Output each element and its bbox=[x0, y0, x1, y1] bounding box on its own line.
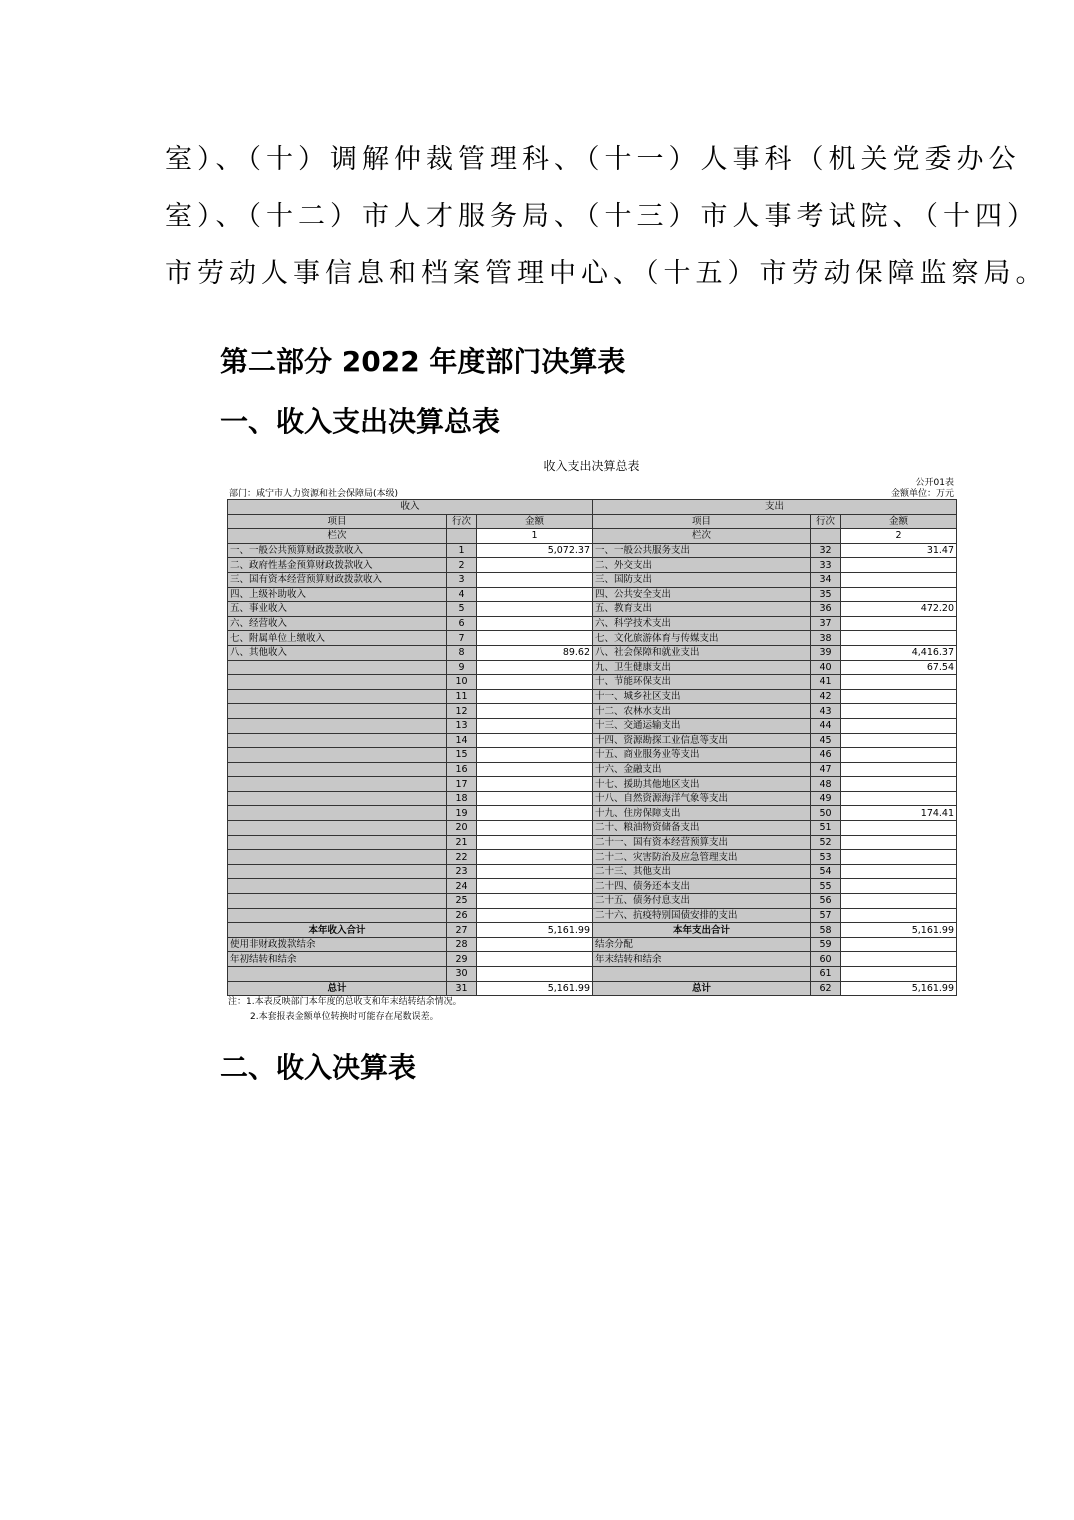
table-row bbox=[228, 908, 957, 923]
expense-amount bbox=[841, 908, 957, 923]
expense-amount: 67.54 bbox=[841, 660, 957, 675]
col-item: 项目 bbox=[228, 514, 447, 529]
expense-item: 二十、粮油物资储备支出 bbox=[593, 821, 811, 836]
expense-amount bbox=[841, 952, 957, 967]
income-line-no: 10 bbox=[447, 675, 477, 690]
col-label: 栏次 bbox=[593, 529, 811, 544]
table-row bbox=[228, 587, 957, 602]
income-line-no: 13 bbox=[447, 718, 477, 733]
table-row bbox=[228, 879, 957, 894]
note-2: 2.本套报表金额单位转换时可能存在尾数误差。 bbox=[250, 1012, 439, 1022]
expense-item: 五、教育支出 bbox=[593, 602, 811, 617]
expense-item: 二十二、灾害防治及应急管理支出 bbox=[593, 850, 811, 865]
income-amount bbox=[477, 748, 593, 763]
intro-line-2: 室）、（十二）市人才服务局、（十三）市人事考试院、（十四） bbox=[165, 201, 1039, 232]
income-item bbox=[228, 967, 447, 982]
income-line-no: 18 bbox=[447, 791, 477, 806]
year-expense-total-no: 58 bbox=[811, 923, 841, 938]
income-item bbox=[228, 791, 447, 806]
income-line-no: 11 bbox=[447, 689, 477, 704]
table-row bbox=[228, 967, 957, 982]
income-amount bbox=[477, 762, 593, 777]
col-line-blank bbox=[447, 529, 477, 544]
year-income-total-amount: 5,161.99 bbox=[477, 923, 593, 938]
expense-line-no: 34 bbox=[811, 572, 841, 587]
income-line-no: 1 bbox=[447, 543, 477, 558]
income-item: 五、事业收入 bbox=[228, 602, 447, 617]
expense-amount bbox=[841, 864, 957, 879]
expense-item: 十六、金融支出 bbox=[593, 762, 811, 777]
expense-item: 二十六、抗疫特别国债安排的支出 bbox=[593, 908, 811, 923]
expense-line-no: 46 bbox=[811, 748, 841, 763]
income-amount bbox=[477, 733, 593, 748]
expense-item: 二十三、其他支出 bbox=[593, 864, 811, 879]
expense-line-no: 35 bbox=[811, 587, 841, 602]
col-amount: 金额 bbox=[841, 514, 957, 529]
income-line-no: 2 bbox=[447, 558, 477, 573]
table-row bbox=[228, 937, 957, 952]
expense-line-no: 44 bbox=[811, 718, 841, 733]
expense-amount bbox=[841, 894, 957, 909]
income-amount bbox=[477, 952, 593, 967]
income-amount bbox=[477, 850, 593, 865]
income-expense-table bbox=[227, 499, 957, 996]
table-row bbox=[228, 631, 957, 646]
income-line-no: 30 bbox=[447, 967, 477, 982]
income-amount bbox=[477, 835, 593, 850]
expense-item: 二十四、债务还本支出 bbox=[593, 879, 811, 894]
year-expense-total-label: 本年支出合计 bbox=[593, 923, 811, 938]
income-line-no: 29 bbox=[447, 952, 477, 967]
expense-line-no: 41 bbox=[811, 675, 841, 690]
expense-amount bbox=[841, 835, 957, 850]
income-line-no: 6 bbox=[447, 616, 477, 631]
income-item bbox=[228, 777, 447, 792]
expense-amount bbox=[841, 967, 957, 982]
table-row bbox=[228, 689, 957, 704]
income-amount bbox=[477, 879, 593, 894]
income-amount bbox=[477, 718, 593, 733]
income-amount: 5,072.37 bbox=[477, 543, 593, 558]
income-amount bbox=[477, 908, 593, 923]
income-line-no: 28 bbox=[447, 937, 477, 952]
expense-amount bbox=[841, 631, 957, 646]
income-amount bbox=[477, 602, 593, 617]
intro-line-1: 室）、（十）调解仲裁管理科、（十一）人事科（机关党委办公 bbox=[165, 144, 1021, 175]
table-header-row bbox=[228, 500, 957, 515]
income-line-no: 24 bbox=[447, 879, 477, 894]
income-amount bbox=[477, 864, 593, 879]
expense-item: 六、科学技术支出 bbox=[593, 616, 811, 631]
income-item bbox=[228, 864, 447, 879]
table-row bbox=[228, 572, 957, 587]
column-number-row bbox=[228, 529, 957, 544]
col-line: 行次 bbox=[811, 514, 841, 529]
expense-amount bbox=[841, 733, 957, 748]
col-label: 栏次 bbox=[228, 529, 447, 544]
expense-amount bbox=[841, 718, 957, 733]
expense-amount bbox=[841, 558, 957, 573]
table-row bbox=[228, 835, 957, 850]
income-line-no: 15 bbox=[447, 748, 477, 763]
expense-amount: 472.20 bbox=[841, 602, 957, 617]
income-line-no: 5 bbox=[447, 602, 477, 617]
table-code: 公开01表 bbox=[915, 478, 954, 488]
income-item bbox=[228, 718, 447, 733]
income-amount bbox=[477, 967, 593, 982]
income-line-no: 26 bbox=[447, 908, 477, 923]
expense-line-no: 59 bbox=[811, 937, 841, 952]
expense-item: 二十一、国有资本经营预算支出 bbox=[593, 835, 811, 850]
expense-line-no: 50 bbox=[811, 806, 841, 821]
year-income-total-label: 本年收入合计 bbox=[228, 923, 447, 938]
col-num-1: 1 bbox=[477, 529, 593, 544]
expense-item: 年末结转和结余 bbox=[593, 952, 811, 967]
expense-item: 一、一般公共服务支出 bbox=[593, 543, 811, 558]
income-item bbox=[228, 762, 447, 777]
income-amount bbox=[477, 689, 593, 704]
expense-amount bbox=[841, 777, 957, 792]
expense-item: 十一、城乡社区支出 bbox=[593, 689, 811, 704]
table-row bbox=[228, 660, 957, 675]
expense-line-no: 43 bbox=[811, 704, 841, 719]
income-amount bbox=[477, 558, 593, 573]
income-item bbox=[228, 675, 447, 690]
income-amount: 89.62 bbox=[477, 645, 593, 660]
income-line-no: 17 bbox=[447, 777, 477, 792]
expense-item: 三、国防支出 bbox=[593, 572, 811, 587]
table-title: 收入支出决算总表 bbox=[543, 459, 640, 473]
expense-item: 八、社会保障和就业支出 bbox=[593, 645, 811, 660]
income-item bbox=[228, 835, 447, 850]
expense-line-no: 49 bbox=[811, 791, 841, 806]
expense-item: 结余分配 bbox=[593, 937, 811, 952]
income-item: 使用非财政拨款结余 bbox=[228, 937, 447, 952]
section1-heading: 一、收入支出决算总表 bbox=[220, 405, 501, 438]
income-item bbox=[228, 821, 447, 836]
expense-line-no: 55 bbox=[811, 879, 841, 894]
expense-line-no: 54 bbox=[811, 864, 841, 879]
intro-line-3: 市劳动人事信息和档案管理中心、（十五）市劳动保障监察局。 bbox=[165, 258, 1048, 289]
income-line-no: 25 bbox=[447, 894, 477, 909]
income-item bbox=[228, 879, 447, 894]
income-amount bbox=[477, 587, 593, 602]
expense-amount bbox=[841, 937, 957, 952]
expense-amount bbox=[841, 821, 957, 836]
col-line: 行次 bbox=[447, 514, 477, 529]
expense-amount bbox=[841, 572, 957, 587]
income-line-no: 8 bbox=[447, 645, 477, 660]
income-line-no: 20 bbox=[447, 821, 477, 836]
expense-line-no: 51 bbox=[811, 821, 841, 836]
income-item: 一、一般公共预算财政拨款收入 bbox=[228, 543, 447, 558]
expense-line-no: 45 bbox=[811, 733, 841, 748]
income-item bbox=[228, 894, 447, 909]
table-row bbox=[228, 806, 957, 821]
expense-item: 十、节能环保支出 bbox=[593, 675, 811, 690]
income-line-no: 22 bbox=[447, 850, 477, 865]
year-income-total-no: 27 bbox=[447, 923, 477, 938]
income-amount bbox=[477, 894, 593, 909]
expense-amount bbox=[841, 689, 957, 704]
table-row bbox=[228, 645, 957, 660]
expense-amount: 174.41 bbox=[841, 806, 957, 821]
grand-income-total-no: 31 bbox=[447, 981, 477, 996]
expense-line-no: 38 bbox=[811, 631, 841, 646]
expense-line-no: 37 bbox=[811, 616, 841, 631]
income-line-no: 21 bbox=[447, 835, 477, 850]
expense-amount bbox=[841, 748, 957, 763]
table-row bbox=[228, 733, 957, 748]
income-item bbox=[228, 806, 447, 821]
expense-amount bbox=[841, 587, 957, 602]
income-amount bbox=[477, 791, 593, 806]
grand-income-total-amount: 5,161.99 bbox=[477, 981, 593, 996]
table-row bbox=[228, 675, 957, 690]
unit-label: 金额单位：万元 bbox=[890, 489, 954, 499]
income-amount bbox=[477, 937, 593, 952]
expense-item: 十四、资源勘探工业信息等支出 bbox=[593, 733, 811, 748]
income-amount bbox=[477, 821, 593, 836]
expense-amount bbox=[841, 791, 957, 806]
income-item bbox=[228, 908, 447, 923]
table-row bbox=[228, 602, 957, 617]
year-total-row bbox=[228, 923, 957, 938]
income-item: 八、其他收入 bbox=[228, 645, 447, 660]
col-item: 项目 bbox=[593, 514, 811, 529]
note-1: 注：1.本表反映部门本年度的总收支和年末结转结余情况。 bbox=[228, 997, 462, 1007]
expense-line-no: 32 bbox=[811, 543, 841, 558]
table-row bbox=[228, 762, 957, 777]
table-row bbox=[228, 952, 957, 967]
department-label: 部门：咸宁市人力资源和社会保障局(本级) bbox=[229, 489, 399, 499]
income-line-no: 4 bbox=[447, 587, 477, 602]
income-line-no: 3 bbox=[447, 572, 477, 587]
income-amount bbox=[477, 777, 593, 792]
income-item bbox=[228, 660, 447, 675]
income-line-no: 19 bbox=[447, 806, 477, 821]
expense-amount bbox=[841, 704, 957, 719]
income-line-no: 14 bbox=[447, 733, 477, 748]
expense-line-no: 53 bbox=[811, 850, 841, 865]
income-item bbox=[228, 748, 447, 763]
table-row bbox=[228, 616, 957, 631]
table-row bbox=[228, 543, 957, 558]
col-num-2: 2 bbox=[841, 529, 957, 544]
year-expense-total-amount: 5,161.99 bbox=[841, 923, 957, 938]
expense-item: 十二、农林水支出 bbox=[593, 704, 811, 719]
income-line-no: 16 bbox=[447, 762, 477, 777]
income-amount bbox=[477, 616, 593, 631]
expense-line-no: 48 bbox=[811, 777, 841, 792]
expense-item: 七、文化旅游体育与传媒支出 bbox=[593, 631, 811, 646]
income-line-no: 12 bbox=[447, 704, 477, 719]
expense-header: 支出 bbox=[593, 500, 957, 515]
expense-line-no: 52 bbox=[811, 835, 841, 850]
income-amount bbox=[477, 704, 593, 719]
table-row bbox=[228, 791, 957, 806]
section2-heading: 二、收入决算表 bbox=[220, 1051, 417, 1084]
expense-line-no: 61 bbox=[811, 967, 841, 982]
expense-item bbox=[593, 967, 811, 982]
income-amount bbox=[477, 660, 593, 675]
part-heading: 第二部分 2022 年度部门决算表 bbox=[220, 345, 626, 378]
grand-expense-total-no: 62 bbox=[811, 981, 841, 996]
expense-amount bbox=[841, 675, 957, 690]
expense-line-no: 57 bbox=[811, 908, 841, 923]
expense-line-no: 56 bbox=[811, 894, 841, 909]
income-item: 三、国有资本经营预算财政拨款收入 bbox=[228, 572, 447, 587]
grand-expense-total-label: 总计 bbox=[593, 981, 811, 996]
income-amount bbox=[477, 675, 593, 690]
expense-amount bbox=[841, 850, 957, 865]
income-item: 四、上级补助收入 bbox=[228, 587, 447, 602]
expense-item: 十八、自然资源海洋气象等支出 bbox=[593, 791, 811, 806]
expense-line-no: 36 bbox=[811, 602, 841, 617]
table-row bbox=[228, 718, 957, 733]
income-line-no: 23 bbox=[447, 864, 477, 879]
income-item bbox=[228, 689, 447, 704]
income-line-no: 9 bbox=[447, 660, 477, 675]
col-amount: 金额 bbox=[477, 514, 593, 529]
income-line-no: 7 bbox=[447, 631, 477, 646]
intro-paragraph bbox=[165, 131, 1048, 302]
expense-amount bbox=[841, 616, 957, 631]
expense-line-no: 42 bbox=[811, 689, 841, 704]
expense-line-no: 60 bbox=[811, 952, 841, 967]
expense-item: 四、公共安全支出 bbox=[593, 587, 811, 602]
income-item: 年初结转和结余 bbox=[228, 952, 447, 967]
expense-item: 九、卫生健康支出 bbox=[593, 660, 811, 675]
income-item: 二、政府性基金预算财政拨款收入 bbox=[228, 558, 447, 573]
expense-amount bbox=[841, 762, 957, 777]
expense-item: 十三、交通运输支出 bbox=[593, 718, 811, 733]
expense-line-no: 47 bbox=[811, 762, 841, 777]
table-row bbox=[228, 558, 957, 573]
expense-amount bbox=[841, 879, 957, 894]
expense-item: 十九、住房保障支出 bbox=[593, 806, 811, 821]
expense-amount: 31.47 bbox=[841, 543, 957, 558]
grand-income-total-label: 总计 bbox=[228, 981, 447, 996]
col-line-blank bbox=[811, 529, 841, 544]
expense-item: 二、外交支出 bbox=[593, 558, 811, 573]
expense-line-no: 40 bbox=[811, 660, 841, 675]
income-item: 七、附属单位上缴收入 bbox=[228, 631, 447, 646]
income-item bbox=[228, 733, 447, 748]
column-header-row bbox=[228, 514, 957, 529]
income-item bbox=[228, 704, 447, 719]
table-row bbox=[228, 894, 957, 909]
table-row bbox=[228, 850, 957, 865]
income-amount bbox=[477, 806, 593, 821]
table-row bbox=[228, 777, 957, 792]
expense-amount: 4,416.37 bbox=[841, 645, 957, 660]
income-item bbox=[228, 850, 447, 865]
table-row bbox=[228, 864, 957, 879]
grand-expense-total-amount: 5,161.99 bbox=[841, 981, 957, 996]
expense-item: 十五、商业服务业等支出 bbox=[593, 748, 811, 763]
income-amount bbox=[477, 631, 593, 646]
income-item: 六、经营收入 bbox=[228, 616, 447, 631]
table-row bbox=[228, 704, 957, 719]
table-row bbox=[228, 748, 957, 763]
income-header: 收入 bbox=[228, 500, 593, 515]
income-amount bbox=[477, 572, 593, 587]
expense-line-no: 33 bbox=[811, 558, 841, 573]
expense-line-no: 39 bbox=[811, 645, 841, 660]
expense-item: 十七、援助其他地区支出 bbox=[593, 777, 811, 792]
table-row bbox=[228, 821, 957, 836]
expense-item: 二十五、债务付息支出 bbox=[593, 894, 811, 909]
